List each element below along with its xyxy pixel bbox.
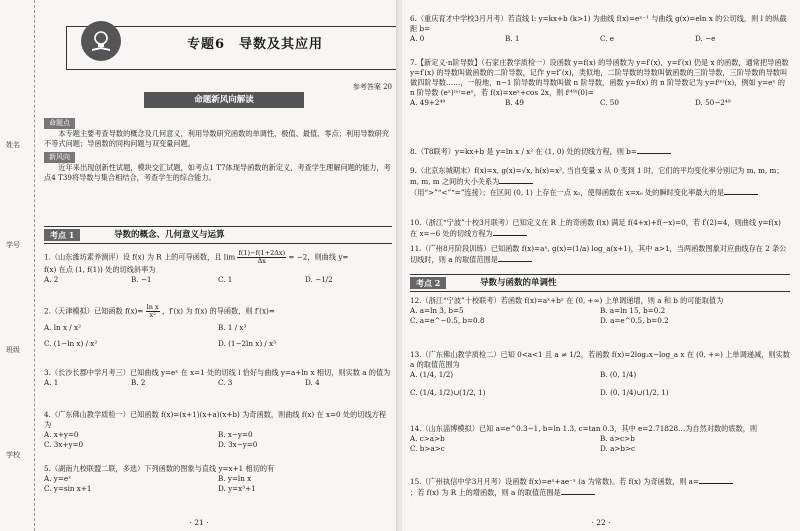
question-3-options: A. 1 B. 2 C. 3 D. 4: [44, 378, 320, 387]
chapter-title: 专题6 导数及其应用: [187, 37, 324, 52]
kaodian-2-tag: 考点 2: [410, 277, 446, 289]
question-3: 3.（长沙长郡中学月考三）已知曲线 y=eˣ 在 x=1 处的切线 l 恰好与曲线 y=a+ln x 相切，则实数 a 的值为 A. 1 B. 2 C. 3 D. 4: [44, 368, 391, 387]
question-5-options: A. y=eˣ B. y=ln x C. y=sin x+1 D. y=x³+1: [44, 474, 256, 493]
question-9: 9.（北京东城期末）f(x)=x, g(x)=√x, h(x)=x², 当自变量 x 从 0 变到 1 时，它们的平均变化率分别记为 m, m, m；m, m, m 之间的大小关系为 （用“>”“<”“=”连接）；在区间 (0, 1) 上存在一点 x₀，使得函数在 x=x₀ 处的瞬时变化率最大的是: [410, 166, 784, 197]
kaodian-1-title: 导数的概念、几何意义与运算: [114, 230, 225, 240]
margin-label-id: 学号: [6, 241, 20, 249]
question-13: 13.（广东佛山教学质检二）已知 0<a<1 且 a ≠ 1/2，若函数 f(x)=2log₂x−log_a x 在 (0, +∞) 上单调递减，则实数 a 的取值范围为 A. (1/4, 1/2) B. (0, 1/4) C. (1/4, 1/2)∪(1/2, 1) D. (0, 1/4)∪(1/2, 1): [410, 350, 790, 397]
page-number-left: · 21 ·: [189, 518, 209, 527]
intro-block: [44, 118, 392, 183]
question-2-options: A. ln x / x² B. 1 / x³ C. (1−ln x) / x² D. (1−2ln x) / x³: [44, 323, 277, 348]
question-8: 8.（T8联考）y=kx+b 是 y=ln x / x² 在 (1, 0) 处的切线方程，则 b=: [410, 146, 790, 157]
question-7-options: A. 49+2⁴⁹ B. 49 C. 50 D. 50−2⁴⁹: [410, 98, 731, 107]
margin-label-name: 姓名: [6, 141, 20, 149]
margin-label-school: 学校: [6, 451, 20, 459]
margin-label-class: 班级: [6, 346, 20, 354]
question-7: 7.【新定义·n阶导数】（石家庄教学质检一）设函数 y=f(x) 的导函数为 y=f′(x)，y=f′(x) 仍是 x 的函数，通常把导函数 y=f′(x) 的导数叫做函数的二阶导数，记作 y=f″(x)，类似地，二阶导数的导数叫做函数的三阶导数，三阶导数的导数叫做四阶导数……，一般地，n−1 阶导数的导数叫做 n 阶导数，函数 y=f(x) 的 n 阶导数记为 y=f⁽ⁿ⁾(x)，例如 y=eˣ 的 n 阶导数 (eˣ)⁽ⁿ⁾=eˣ，若 f(x)=xeˣ+cos 2x，则 f⁽⁴⁹⁾(0)= A. 49+2⁴⁹ B. 49 C. 50 D. 50−2⁴⁹: [410, 58, 789, 107]
kaodian-1-tag: 考点 1: [44, 229, 80, 241]
tag-mingtidian: 命题点: [44, 118, 75, 129]
question-6: 6.（重庆育才中学校3月月考）若直线 l: y=kx+b (k>1) 为曲线 f(x)=eˣ⁻¹ 与曲线 g(x)=eln x 的公切线，则 l 的纵截距 b= A. 0 B. 1 C. e D. −e: [410, 14, 790, 44]
kaodian-2-title: 导数与函数的单调性: [480, 278, 557, 288]
question-1-options: A. 2 B. −1 C. 1 D. −1/2: [44, 275, 333, 284]
answer-reference: 参考答案 20: [352, 83, 392, 91]
intro-paragraph-1: 本专题主要考查导数的概念及几何意义，利用导数研究函数的单调性、极值、最值、零点；利用导数研究不等式问题；导函数的同构问题与双变量问题。: [44, 129, 390, 148]
question-11: 11.（广州8月阶段训练）已知函数 f(x)=aˣ, g(x)=(1/a) log_a(x+1)，其中 a>1，当两函数图象对应曲线存在 2 条公切线时，则 a 的取值范围是: [410, 244, 787, 264]
left-content: [44, 0, 392, 531]
binding-margin: [0, 0, 35, 531]
lightbulb-book-icon: [81, 21, 121, 61]
right-content: [410, 0, 790, 531]
page-number-right: · 22 ·: [591, 518, 611, 527]
question-5: 5.（湖南九校联盟二联，多选）下列函数的图象与直线 y=x+1 相切的有 A. y=eˣ B. y=ln x C. y=sin x+1 D. y=x³+1: [44, 464, 392, 494]
left-page: [0, 0, 398, 531]
question-13-options: A. (1/4, 1/2) B. (0, 1/4) C. (1/4, 1/2)∪(1/2, 1) D. (0, 1/4)∪(1/2, 1): [410, 370, 669, 397]
question-15: 15.（广州执信中学3月月考）设函数 f(x)=eˣ+ae⁻ˣ (a 为常数)。若 f(x) 为奇函数，则 a= ；若 f(x) 为 R 上的增函数，则 a 的取值范围是: [410, 476, 790, 498]
question-2: 2.（天津模拟）已知函数 f(x)= $\frac{\text{ln x}}{\text{x²}}$ ，f′(x) 为 f(x) 的导函数，则 f′(x)= A. ln x / x² B. 1 / x³ C. (1−ln x) / x² D. (1−2ln x) / x³: [44, 304, 392, 349]
question-4: 4.（广东佛山教学质检一）已知函数 f(x)=(x+1)(x+a)(x+b) 为奇函数，则曲线 f(x) 在 x=0 处的切线方程为 A. x+y=0 B. x−y=0 C. 3x+y=0 D. 3x−y=0: [44, 410, 392, 450]
tag-xinfengxiang: 新风向: [44, 152, 75, 163]
right-page: [402, 0, 800, 531]
chapter-title-box: [66, 26, 398, 70]
question-10: 10.（浙江“宁波”十校3月联考）已知定义在 R 上的奇函数 f(x) 满足 f(4+x)+f(−x)=0，若 f′(2)=4，则曲线 y=f(x) 在 x=−6 处的切线方程为: [410, 218, 781, 238]
kaodian-1-header: [44, 226, 392, 244]
question-4-options: A. x+y=0 B. x−y=0 C. 3x+y=0 D. 3x−y=0: [44, 430, 258, 449]
question-6-options: A. 0 B. 1 C. e D. −e: [410, 34, 716, 43]
section-banner: 命题新风向解读: [144, 92, 304, 108]
question-1: 1.（山东潍坊素养测评）设 f(x) 为 R 上的可导函数，且 lim $\frac{f(1)-f(1+2\Delta x)}{\Delta x}$ = −2，则曲线 y= f(x) 在点 (1, f(1)) 处的切线斜率为 A. 2 B. −1 C. 1 D. −1/2: [44, 250, 392, 285]
question-14-options: A. c>a>b B. a>c>b C. b>a>c D. a>b>c: [410, 434, 636, 453]
question-12: 12.（浙江“宁波”十校联考）若函数 f(x)=aˣ+bˣ 在 (0, +∞) 上单调递增，则 a 和 b 的可能取值为 A. a=ln 3, b=5 B. a=ln 15, b=0.2 C. a=e^−0.5, b=0.8 D. a=e^0.5, b=0.2: [410, 296, 790, 326]
question-14: 14.（山东淄博模拟）已知 a=e^0.3−1, b=ln 1.3, c=tan 0.3，其中 e=2.71828…为自然对数的底数，则 A. c>a>b B. a>c>b C. b>a>c D. a>b>c: [410, 424, 790, 454]
kaodian-2-header: [410, 274, 790, 292]
question-12-options: A. a=ln 3, b=5 B. a=ln 15, b=0.2 C. a=e^−0.5, b=0.8 D. a=e^0.5, b=0.2: [410, 306, 669, 325]
intro-paragraph-2: 近年来出现创新性试题，模块交汇试题，如考点1 T7体现导函数的新定义，考查学生理解问题的能力，考点4 T39将导数与集合相结合，考查学生的综合能力。: [44, 163, 391, 182]
